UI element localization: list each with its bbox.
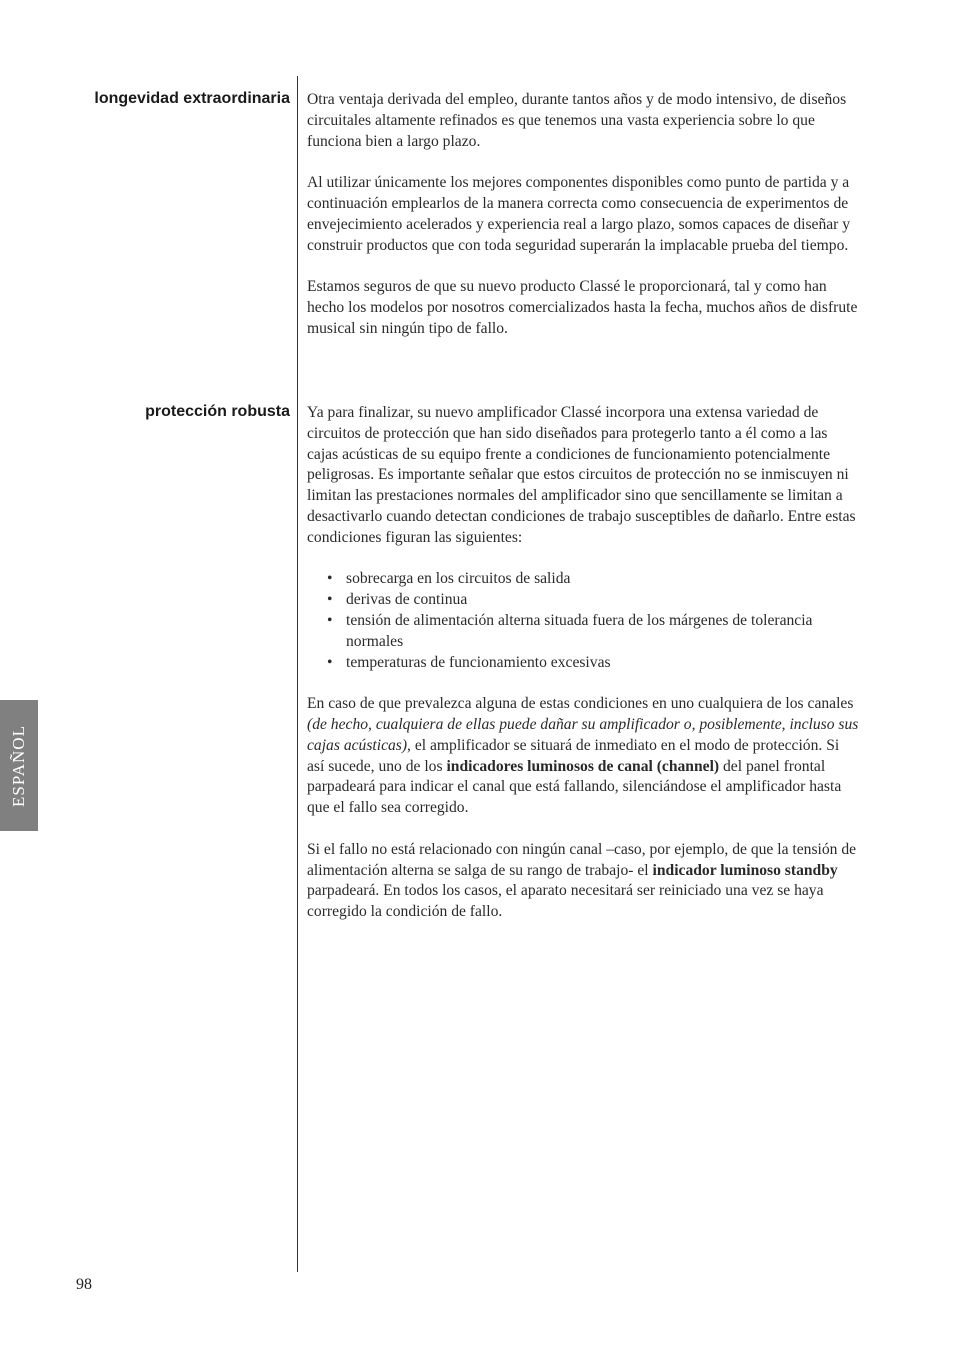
channel-indicator-term: indicadores luminosos de canal (channel) (446, 757, 720, 775)
text-run: , el amplificador se situará de inmediato en el modo de protección. Si así sucede, uno de los (307, 736, 840, 775)
section-heading-longevity: longevidad extraordinaria (94, 90, 290, 107)
section-heading-protection: protección robusta (145, 403, 290, 420)
protection-conditions-list (307, 569, 859, 673)
list-item: • tensión de alimentación alterna situada fuera de los márgenes de tolerancia normales (327, 611, 859, 653)
language-tab (0, 700, 38, 831)
page-number: 98 (76, 1276, 92, 1293)
list-item: • sobrecarga en los circuitos de salida (327, 569, 859, 590)
section-body-longevity (307, 90, 859, 340)
paragraph: Otra ventaja derivada del empleo, durante tantos años y de modo intensivo, de diseños circuitales altamente refinados es que tenemos una vasta experiencia sobre lo que funciona bien a largo plazo. (307, 91, 847, 150)
text-run: En caso de que prevalezca alguna de estas condiciones en uno cualquiera de los canales (307, 695, 854, 713)
paragraph (307, 694, 859, 819)
paragraph: Ya para finalizar, su nuevo amplificador Classé incorpora una extensa variedad de circuitos de protección que han sido diseñados para protegerlo tanto a él como a las cajas acústicas de su equipo frente a condiciones de funcionamiento potencialmente peligrosas. Es importante señalar que estos circuitos de protección no se inmiscuyen ni limitan las prestaciones normales del amplificador sino que sencillamente se limitan a desactivarlo cuando detectan condiciones de trabajo susceptibles de dañarlo. Entre estas condiciones figuran las siguientes: (307, 404, 856, 546)
list-item: • temperaturas de funcionamiento excesivas (327, 653, 859, 674)
column-divider (297, 76, 298, 1272)
standby-indicator-term: indicador luminoso standby (652, 861, 838, 879)
paragraph: Estamos seguros de que su nuevo producto Classé le proporcionará, tal y como han hecho los modelos por nosotros comercializados hasta la fecha, muchos años de disfrute musical sin ningún tipo de fallo. (307, 278, 858, 337)
text-run: del panel frontal parpadeará para indicar el canal que está fallando, silenciándose el amplificador hasta que el fallo sea corregido. (307, 757, 842, 817)
list-item: • derivas de continua (327, 590, 859, 611)
paragraph: Al utilizar únicamente los mejores componentes disponibles como punto de partida y a continuación emplearlos de la manera correcta como consecuencia de experimentos de envejecimiento acelerados y experiencia real a largo plazo, somos capaces de diseñar y construir productos que con toda seguridad superarán la implacable prueba del tiempo. (307, 174, 851, 254)
paragraph (307, 840, 859, 923)
text-run: parpadeará. En todos los casos, el aparato necesitará ser reiniciado una vez se haya corregido la condición de fallo. (307, 882, 824, 921)
text-run: Si el fallo no está relacionado con ningún canal –caso, por ejemplo, de que la tensión de alimentación alterna se salga de su rango de trabajo- el (307, 840, 857, 879)
language-tab-label: ESPAÑOL (9, 724, 29, 807)
section-body-protection (307, 403, 859, 923)
italic-note: (de hecho, cualquiera de ellas puede dañar su amplificador o, posiblemente, incluso sus cajas acústicas) (307, 715, 859, 754)
